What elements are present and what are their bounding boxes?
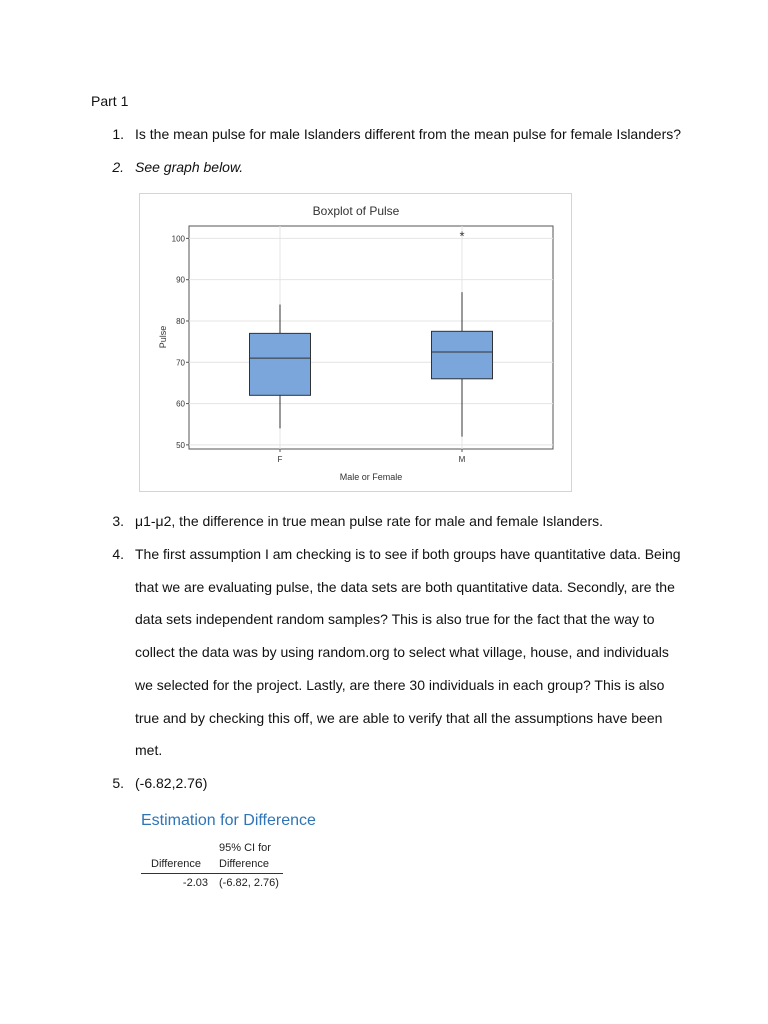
box-m xyxy=(432,331,493,378)
item-4-line-2: that we are evaluating pulse, the data sets are both quantitative data. Secondly, are the xyxy=(135,579,675,595)
y-axis-label: Pulse xyxy=(158,325,168,349)
item-2-number: 2. xyxy=(112,159,124,175)
item-4-line-5: we selected for the project. Lastly, are there 30 individuals in each group? This is also xyxy=(135,677,665,693)
plot-area xyxy=(189,226,553,449)
ci-value: (-6.82, 2.76) xyxy=(219,877,279,889)
item-5-number: 5. xyxy=(112,775,124,791)
table-header-rule xyxy=(141,873,283,874)
outlier-m: * xyxy=(459,228,465,244)
y-tick-label: 100 xyxy=(171,234,185,244)
x-tick-label: F xyxy=(277,455,283,464)
item-4-line-3: data sets independent random samples? This is also true for the fact that the way to xyxy=(135,611,655,627)
x-tick-label: M xyxy=(458,455,466,464)
part-title: Part 1 xyxy=(91,93,129,109)
y-tick-label: 50 xyxy=(176,440,185,450)
ci-header-line-2: Difference xyxy=(219,858,269,870)
boxplot-svg xyxy=(140,194,573,493)
y-tick-label: 80 xyxy=(176,316,185,326)
item-1-number: 1. xyxy=(112,126,124,142)
item-2-text: See graph below. xyxy=(135,159,244,175)
item-4-line-4: collect the data was by using random.org to select what village, house, and individuals xyxy=(135,644,669,660)
item-4-line-7: met. xyxy=(135,742,163,758)
item-4-number: 4. xyxy=(112,546,124,562)
chart-title: Boxplot of Pulse xyxy=(312,204,400,218)
item-4-line-1: The first assumption I am checking is to see if both groups have quantitative data. Being xyxy=(135,546,681,562)
item-1-text: Is the mean pulse for male Islanders different from the mean pulse for female Islanders? xyxy=(135,126,682,142)
y-tick-label: 70 xyxy=(176,358,185,368)
y-tick-label: 90 xyxy=(176,275,185,285)
item-3-text: μ1-μ2, the difference in true mean pulse rate for male and female Islanders. xyxy=(135,513,604,529)
ci-header-line-1: 95% CI for xyxy=(219,842,271,854)
difference-header: Difference xyxy=(151,858,201,870)
y-tick-label: 60 xyxy=(176,399,185,409)
estimation-title: Estimation for Difference xyxy=(141,812,316,829)
item-4-line-6: true and by checking this off, we are able to verify that all the assumptions have been xyxy=(135,710,663,726)
item-3-number: 3. xyxy=(112,513,124,529)
item-5-text: (-6.82,2.76) xyxy=(135,775,208,791)
box-f xyxy=(250,333,311,395)
boxplot-chart xyxy=(139,193,572,492)
x-axis-label: Male or Female xyxy=(339,472,403,482)
difference-value: -2.03 xyxy=(182,877,208,889)
